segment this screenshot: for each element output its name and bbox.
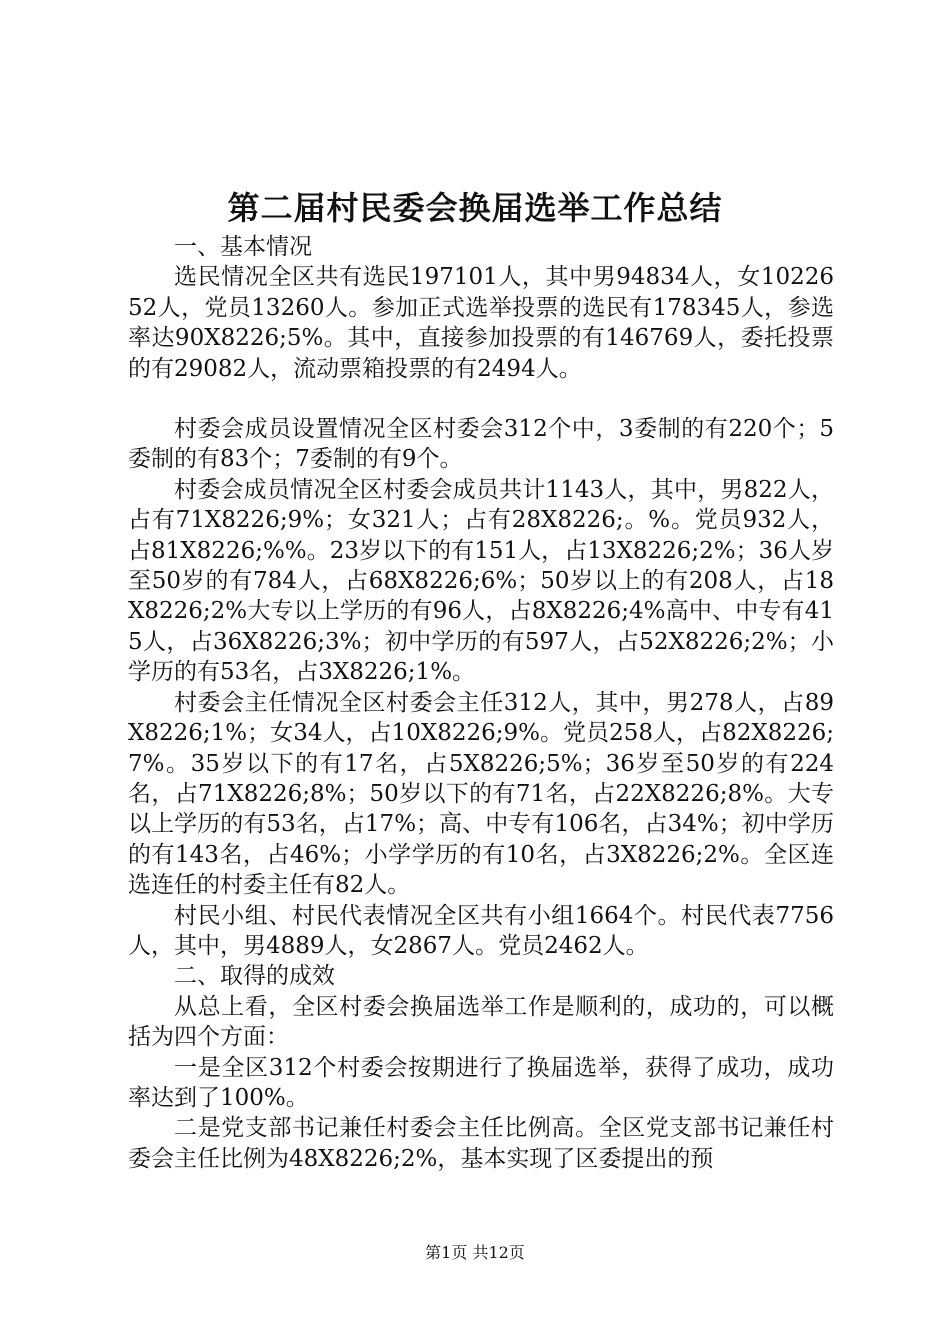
- section-heading-basic-situation: 一、基本情况: [174, 234, 312, 260]
- paragraph-committee-directors: 村委会主任情况全区村委会主任312人，其中，男278人，占89X8226;1%；女34人，占10X8226;9%。党员258人，占82X8226;7%。35岁以下的有17名，占5X8226;5%；36岁至50岁的有224名，占71X8226;8%；50岁以下的有71名，占22X8226;8%。大专以上学历的有53名，占17%；高、中专有106名，占34%；初中学历的有143名，占46%；小学学历的有10名，占3X8226;2%。全区连选连任的村委主任有82人。: [128, 689, 834, 899]
- paragraph-point-one: 一是全区312个村委会按期进行了换届选举，获得了成功，成功率达到了100%。: [128, 1054, 834, 1111]
- paragraph-point-two: 二是党支部书记兼任村委会主任比例高。全区党支部书记兼任村委会主任比例为48X8226;2%，基本实现了区委提出的预: [128, 1115, 834, 1172]
- document-body: [128, 232, 834, 1174]
- paragraph-overview: 从总上看，全区村委会换届选举工作是顺利的，成功的，可以概括为四个方面：: [128, 993, 834, 1051]
- paragraph-villager-groups: 村民小组、村民代表情况全区共有小组1664个。村民代表7756人，其中，男4889人，女2867人。党员2462人。: [128, 902, 834, 959]
- paragraph-committee-members: 村委会成员情况全区村委会成员共计1143人，其中，男822人，占有71X8226;9%；女321人；占有28X8226;。%。党员932人，占81X8226;%%。23岁以下的有151人，占13X8226;2%；36人岁至50岁的有784人，占68X8226;6%；50岁以上的有208人，占18X8226;2%大专以上学历的有96人，占8X8226;4%高中、中专有415人，占36X8226;3%；初中学历的有597人，占52X8226;2%；小学历的有53名，占3X8226;1%。: [128, 476, 834, 686]
- document-title: 第二届村民委会换届选举工作总结: [227, 189, 723, 227]
- paragraph-committee-setup: 村委会成员设置情况全区村委会312个中，3委制的有220个；5委制的有83个；7委制的有9个。: [128, 416, 834, 473]
- paragraph-voters: 选民情况全区共有选民197101人，其中男94834人，女1022652人，党员13260人。参加正式选举投票的选民有178345人，参选率达90X8226;5%。其中，直接参加投票的有146769人，委托投票的有29082人，流动票箱投票的有2494人。: [128, 264, 834, 382]
- section-heading-achievements: 二、取得的成效: [174, 963, 335, 990]
- page-footer: 第1页 共12页: [425, 1243, 525, 1262]
